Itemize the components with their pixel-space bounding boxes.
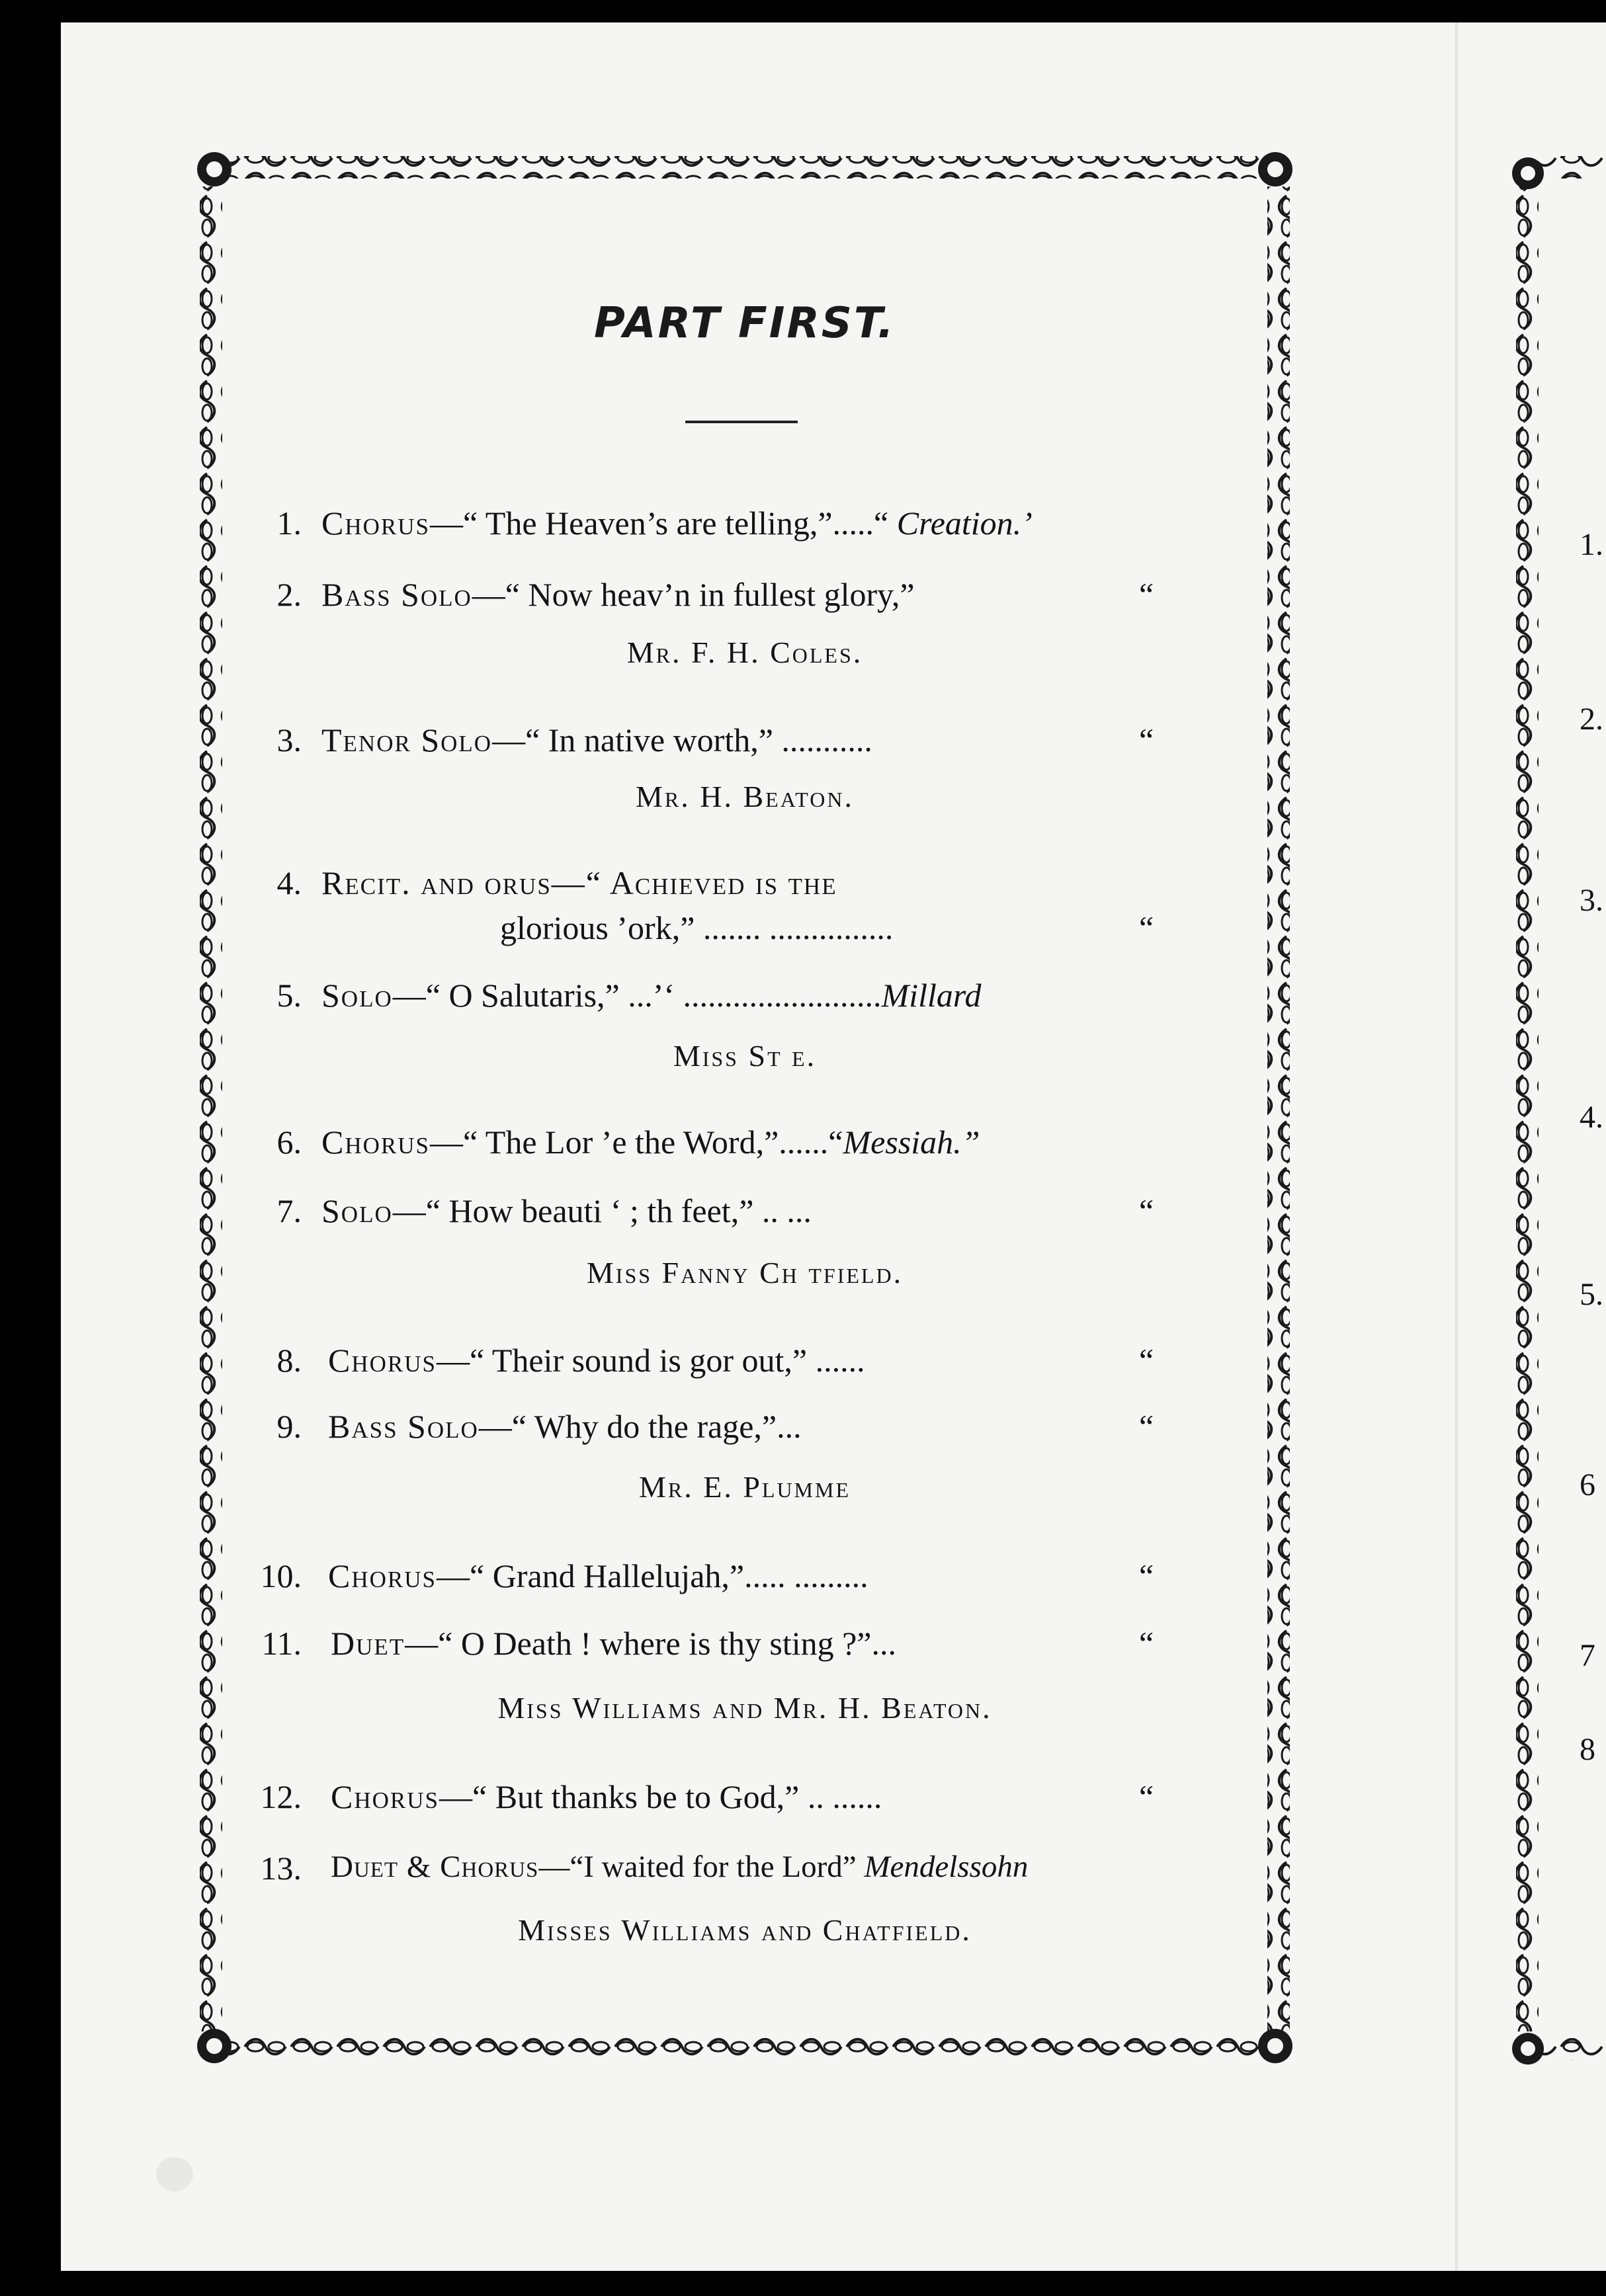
next-page-number: 3. xyxy=(1580,883,1603,918)
item-number: 1. xyxy=(276,505,302,542)
ditto-mark: “ xyxy=(1139,1408,1154,1445)
program-item xyxy=(321,979,981,1012)
program-item xyxy=(331,1852,1028,1883)
ditto-mark: “ xyxy=(1139,721,1154,758)
item-title: —“I waited for the Lord” xyxy=(538,1850,865,1884)
item-type: Duet & Chorus xyxy=(331,1850,539,1884)
ditto-mark: “ xyxy=(1139,1778,1154,1815)
item-title: —“ In native worth,” ........... xyxy=(492,721,872,758)
item-number: 5. xyxy=(276,977,302,1014)
item-title: —“ The Lor ’e the Word,”......“ xyxy=(430,1124,843,1161)
program-item xyxy=(331,1627,896,1660)
item-type: Chorus xyxy=(321,505,430,542)
next-page-number: 8 xyxy=(1580,1732,1595,1767)
next-page-number: 7 xyxy=(1580,1638,1595,1673)
item-number: 10. xyxy=(260,1557,302,1594)
program-item xyxy=(328,1559,868,1592)
program-item xyxy=(331,1780,882,1813)
item-number: 13. xyxy=(260,1850,302,1887)
item-work: Creation.’ xyxy=(896,505,1033,542)
item-type: Bass Solo xyxy=(321,576,472,613)
performer: Miss Fanny Ch tfield. xyxy=(586,1256,904,1290)
item-type: Recit. and xyxy=(321,864,485,901)
ditto-mark: “ xyxy=(1139,1192,1154,1229)
performer: Miss Williams and Mr. H. Beaton. xyxy=(497,1691,992,1725)
page-title: PART FIRST. xyxy=(594,299,896,348)
next-page-number: 5. xyxy=(1580,1277,1603,1312)
item-number: 7. xyxy=(276,1192,302,1229)
item-type: Solo xyxy=(321,977,393,1014)
ditto-mark: “ xyxy=(1139,1342,1154,1379)
item-continuation: glorious ’ork,” ....... ............... xyxy=(500,909,894,946)
item-number: 11. xyxy=(261,1625,302,1662)
item-type: Chorus xyxy=(328,1557,437,1594)
item-type: Chorus xyxy=(331,1778,439,1815)
program-item xyxy=(321,866,837,899)
performer: Mr. E. Plumme xyxy=(638,1470,851,1504)
item-type: Bass Solo xyxy=(328,1408,479,1445)
ditto-mark: “ xyxy=(1139,576,1154,613)
program-item xyxy=(321,1126,980,1159)
next-page-number: 6 xyxy=(1580,1467,1595,1502)
title-rule xyxy=(685,421,798,423)
page-fold xyxy=(1455,22,1459,2271)
item-number: 6. xyxy=(276,1124,302,1161)
item-number: 8. xyxy=(276,1342,302,1379)
item-title: —“ Now heav’n in fullest glory,” xyxy=(472,576,915,613)
item-title: —“ O Death ! where is thy sting ?”... xyxy=(405,1625,897,1662)
item-title: —“ But thanks be to God,” .. ...... xyxy=(439,1778,882,1815)
item-title: orus—“ Achieved is the xyxy=(484,864,837,901)
paper-speck xyxy=(156,2157,193,2192)
program-item xyxy=(321,723,872,757)
ditto-mark: “ xyxy=(1139,909,1154,946)
next-page-number: 4. xyxy=(1580,1100,1603,1135)
ditto-mark: “ xyxy=(1139,1557,1154,1594)
program-item xyxy=(328,1344,865,1377)
item-title: —“ Their sound is gor out,” ...... xyxy=(437,1342,865,1379)
item-type: Duet xyxy=(331,1625,405,1662)
item-title: —“ Why do the rage,”... xyxy=(478,1408,802,1445)
item-work: Millard xyxy=(881,977,982,1014)
performer: Mr. H. Beaton. xyxy=(636,780,854,813)
performer: Miss St e. xyxy=(673,1039,817,1073)
item-number: 9. xyxy=(276,1408,302,1445)
program-item xyxy=(321,507,1033,540)
next-page-number: 2. xyxy=(1580,702,1603,737)
next-page-number: 1. xyxy=(1580,527,1603,562)
ditto-mark: “ xyxy=(1139,1625,1154,1662)
performer: Mr. F. H. Coles. xyxy=(626,636,863,669)
item-number: 4. xyxy=(276,864,302,901)
item-number: 3. xyxy=(276,721,302,758)
program-item xyxy=(321,1194,812,1227)
item-number: 2. xyxy=(276,576,302,613)
item-title: —“ O Salutaris,” ...’‘ ........................ xyxy=(392,977,882,1014)
program-item xyxy=(321,578,915,611)
item-type: Solo xyxy=(321,1192,393,1229)
item-type: Chorus xyxy=(328,1342,437,1379)
corner-ornament xyxy=(197,152,1292,2063)
performer: Misses Williams and Chatfield. xyxy=(518,1913,972,1947)
item-title: —“ The Heaven’s are telling,”.....“ xyxy=(430,505,897,542)
item-title: —“ How beauti ‘ ; th feet,” .. ... xyxy=(392,1192,812,1229)
item-type: Chorus xyxy=(321,1124,430,1161)
item-work: Messiah.” xyxy=(843,1124,980,1161)
program-item xyxy=(328,1410,802,1443)
item-work: Mendelssohn xyxy=(864,1850,1029,1884)
item-title: —“ Grand Hallelujah,”..... ......... xyxy=(437,1557,868,1594)
item-number: 12. xyxy=(260,1778,302,1815)
item-type: Tenor Solo xyxy=(321,721,493,758)
